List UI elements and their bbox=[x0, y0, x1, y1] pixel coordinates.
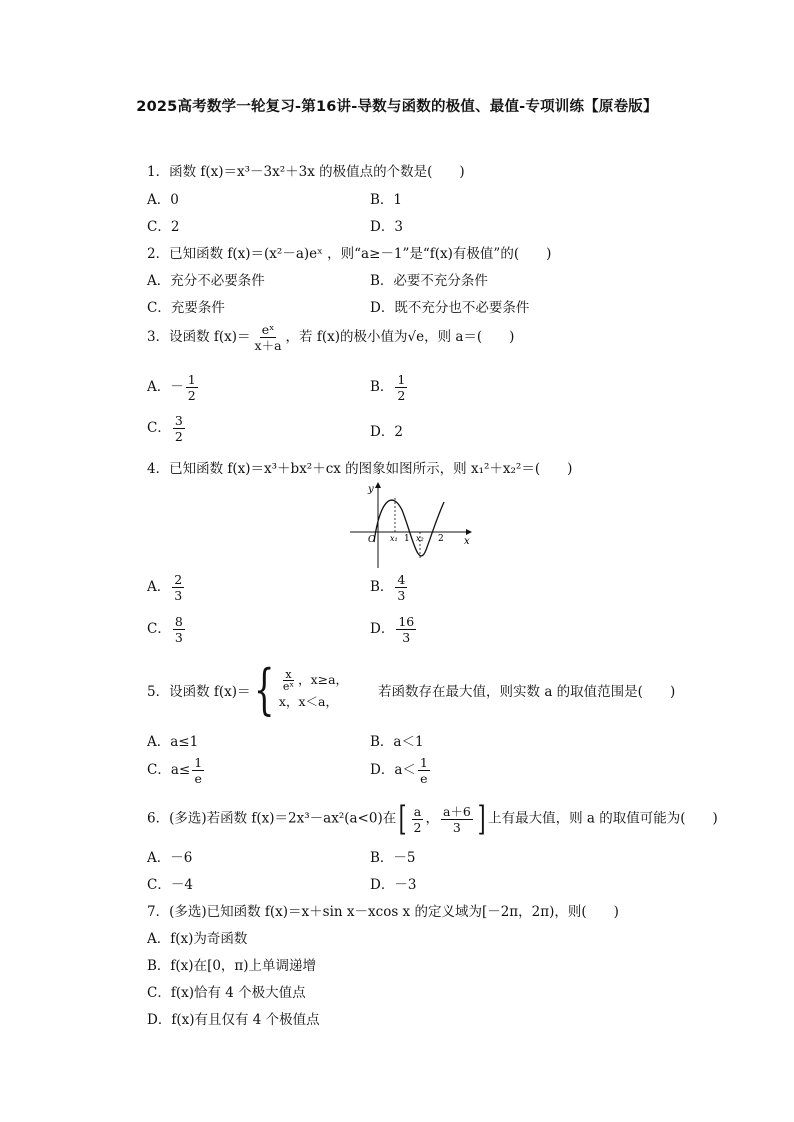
denominator: x＋a bbox=[254, 338, 282, 353]
y-axis-label: y bbox=[368, 484, 374, 495]
denominator: 3 bbox=[397, 588, 406, 603]
q6-option-a[interactable]: A．－6 bbox=[147, 850, 193, 866]
numerator: 3 bbox=[174, 413, 183, 428]
fraction bbox=[173, 614, 185, 645]
numerator: 1 bbox=[397, 372, 406, 387]
q2-option-c[interactable]: C．充要条件 bbox=[147, 300, 225, 316]
fraction bbox=[418, 755, 430, 786]
q3-option-a[interactable] bbox=[147, 372, 200, 403]
q3-stem bbox=[147, 322, 514, 353]
tick-1-label: 1 bbox=[404, 534, 410, 544]
denominator: e bbox=[194, 771, 202, 786]
denominator: 2 bbox=[413, 819, 422, 835]
option-label: C．a≤ bbox=[147, 762, 191, 778]
right-bracket-symbol: ] bbox=[477, 799, 486, 839]
fraction bbox=[441, 804, 473, 835]
q7-option-d[interactable]: D．f(x)有且仅有 4 个极值点 bbox=[147, 1012, 320, 1028]
q3-option-b[interactable] bbox=[370, 372, 409, 403]
fraction bbox=[395, 372, 407, 403]
function-graph bbox=[346, 480, 476, 570]
case-condition: ，x≥a， bbox=[298, 671, 349, 687]
numerator: 1 bbox=[187, 372, 196, 387]
fraction bbox=[412, 804, 424, 835]
stem-text: 3．设函数 f(x)＝ bbox=[147, 329, 251, 345]
numerator: 4 bbox=[397, 572, 406, 587]
case-2: x，x＜a， bbox=[278, 693, 338, 709]
page-title: 2025高考数学一轮复习-第16讲-导数与函数的极值、最值-专项训练【原卷版】 bbox=[136, 99, 658, 115]
q5-option-b[interactable]: B．a＜1 bbox=[370, 734, 424, 750]
function-curve bbox=[374, 500, 444, 556]
q6-stem bbox=[147, 799, 718, 839]
q4-option-d[interactable] bbox=[370, 614, 418, 645]
option-text: 2 bbox=[170, 219, 180, 235]
q7-option-b[interactable]: B．f(x)在[0，π)上单调递增 bbox=[147, 958, 317, 974]
q6-option-d[interactable]: D．－3 bbox=[370, 877, 417, 893]
option-text: 1 bbox=[393, 192, 403, 208]
option-label: C． bbox=[147, 420, 171, 436]
option-label: D． bbox=[370, 219, 395, 235]
x1-label: x₁ bbox=[390, 534, 398, 543]
q6-option-c[interactable]: C．－4 bbox=[147, 877, 193, 893]
option-label: D． bbox=[370, 424, 395, 440]
q1-option-a[interactable] bbox=[147, 188, 179, 208]
q2-option-b[interactable]: B．必要不充分条件 bbox=[370, 273, 488, 289]
piecewise-cases bbox=[279, 669, 348, 712]
q7-option-a[interactable]: A．f(x)为奇函数 bbox=[147, 931, 248, 947]
tick-2-label: 2 bbox=[438, 534, 444, 544]
q4-option-c[interactable] bbox=[147, 614, 187, 645]
fraction bbox=[186, 372, 198, 403]
option-label: A． bbox=[147, 579, 171, 595]
option-label: D．a＜ bbox=[370, 762, 416, 778]
numerator: 16 bbox=[398, 614, 415, 629]
denominator: 2 bbox=[187, 388, 196, 403]
fraction bbox=[192, 755, 204, 786]
denominator: 2 bbox=[174, 429, 183, 444]
option-text: 3 bbox=[394, 219, 403, 235]
q1-option-d[interactable] bbox=[370, 215, 403, 235]
denominator: 2 bbox=[397, 388, 406, 403]
q6-option-b[interactable]: B．－5 bbox=[370, 850, 416, 866]
comma: ， bbox=[425, 810, 439, 827]
q4-option-b[interactable] bbox=[370, 572, 409, 603]
q5-stem bbox=[147, 660, 675, 720]
x2-label: x₂ bbox=[416, 534, 424, 543]
q5-option-a[interactable]: A．a≤1 bbox=[147, 734, 199, 750]
denominator: 3 bbox=[174, 630, 183, 645]
numerator: a＋6 bbox=[442, 803, 471, 819]
denominator: 3 bbox=[174, 588, 183, 603]
option-text: 0 bbox=[170, 192, 179, 208]
stem-text: 5．设函数 f(x)＝ bbox=[147, 684, 251, 700]
option-label: D． bbox=[370, 621, 395, 637]
numerator: 1 bbox=[194, 755, 203, 770]
option-label: C． bbox=[147, 219, 171, 235]
fraction bbox=[281, 669, 296, 692]
q2-option-d[interactable]: D．既不充分也不必要条件 bbox=[370, 300, 530, 316]
fraction bbox=[253, 322, 284, 353]
denominator: eˣ bbox=[282, 679, 295, 693]
numerator: eˣ bbox=[261, 322, 275, 337]
q5-option-d[interactable] bbox=[370, 755, 432, 786]
q3-option-c[interactable] bbox=[147, 413, 187, 444]
q1-stem: 1．函数 f(x)＝x³－3x²＋3x 的极值点的个数是( ) bbox=[147, 164, 465, 180]
numerator: 2 bbox=[174, 572, 183, 587]
q7-option-c[interactable]: C．f(x)恰有 4 个极大值点 bbox=[147, 985, 306, 1001]
case-1 bbox=[279, 669, 348, 692]
fraction bbox=[173, 413, 185, 444]
y-axis-arrow-icon bbox=[375, 482, 381, 488]
option-label: A．－ bbox=[147, 379, 184, 395]
stem-text: 上有最大值，则 a 的取值可能为( ) bbox=[488, 810, 718, 827]
numerator: x bbox=[285, 667, 292, 681]
q3-option-d[interactable] bbox=[370, 420, 403, 440]
fraction bbox=[172, 572, 184, 603]
numerator: 8 bbox=[174, 614, 183, 629]
q7-stem: 7．(多选)已知函数 f(x)＝x＋sin x－xcos x 的定义域为[－2π，2π)，则( ) bbox=[147, 904, 619, 920]
x-axis-arrow-icon bbox=[466, 529, 472, 535]
q1-option-c[interactable] bbox=[147, 215, 179, 235]
stem-text: 6．(多选)若函数 f(x)＝2x³－ax²(a<0)在 bbox=[147, 810, 397, 827]
option-label: A． bbox=[147, 192, 171, 208]
denominator: e bbox=[420, 771, 428, 786]
stem-text: ，若 f(x)的极小值为√e，则 a＝( ) bbox=[285, 329, 515, 345]
q4-stem: 4．已知函数 f(x)＝x³＋bx²＋cx 的图象如图所示，则 x₁²＋x₂²＝( ) bbox=[147, 461, 573, 477]
numerator: 1 bbox=[419, 755, 428, 770]
x-axis-label: x bbox=[464, 536, 470, 547]
denominator: 3 bbox=[452, 819, 461, 835]
option-label: B． bbox=[370, 192, 394, 208]
option-label: B． bbox=[370, 579, 394, 595]
q2-option-a[interactable]: A．充分不必要条件 bbox=[147, 273, 265, 289]
origin-label: O bbox=[368, 535, 376, 545]
q5-option-c[interactable] bbox=[147, 755, 206, 786]
q2-stem: 2．已知函数 f(x)＝(x²－a)eˣ ，则“a≥－1”是“f(x)有极值”的( ) bbox=[147, 246, 552, 262]
numerator: a bbox=[413, 803, 422, 819]
stem-text: 若函数存在最大值，则实数 a 的取值范围是( ) bbox=[378, 684, 676, 700]
option-label: C． bbox=[147, 621, 171, 637]
denominator: 3 bbox=[402, 630, 411, 645]
q4-option-a[interactable] bbox=[147, 572, 186, 603]
fraction bbox=[396, 614, 416, 645]
q1-option-b[interactable] bbox=[370, 188, 402, 208]
left-bracket-symbol: [ bbox=[398, 799, 407, 839]
brace-symbol: { bbox=[253, 658, 275, 721]
option-text: 2 bbox=[394, 424, 403, 440]
fraction bbox=[395, 572, 407, 603]
option-label: B． bbox=[370, 379, 394, 395]
